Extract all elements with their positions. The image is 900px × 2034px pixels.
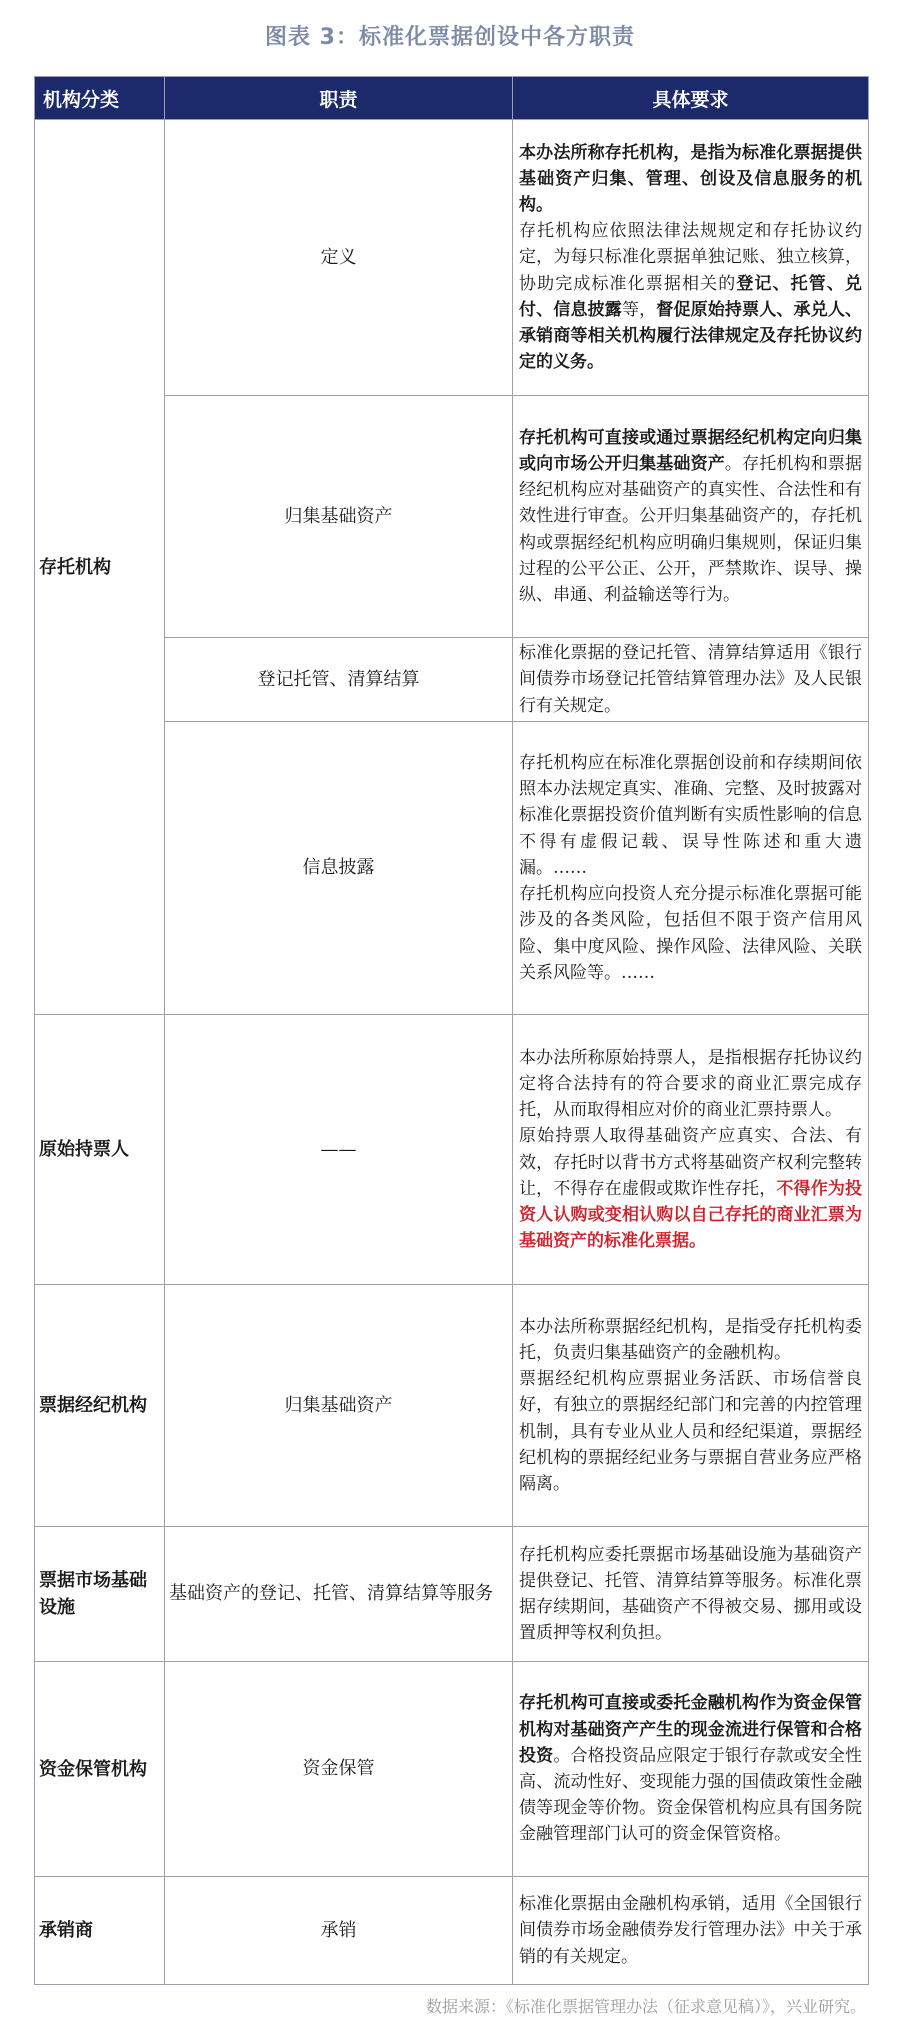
text-definition-2a: 存托机构应依照法律法规规定和存托协议约定，为每只标准化票据单独记账、独立核算，协助完成标准化票据相关的	[519, 221, 862, 294]
responsibility-table	[34, 76, 869, 1985]
text-custody-1	[519, 1690, 862, 1847]
header-duty: 职责	[165, 77, 513, 120]
requirement-underwriter	[513, 1877, 869, 1985]
text-collect-1	[519, 425, 862, 608]
category-broker: 票据经纪机构	[35, 1285, 165, 1527]
category-depository: 存托机构	[35, 120, 165, 1015]
duty-disclosure: 信息披露	[165, 722, 513, 1015]
source-note: 数据来源：《标准化票据管理办法（征求意见稿）》，兴业研究。	[425, 1997, 866, 2016]
table-row	[35, 1662, 869, 1877]
table-row	[35, 120, 869, 396]
text-broker-1: 本办法所称票据经纪机构，是指受存托机构委托，负责归集基础资产的金融机构。	[519, 1316, 862, 1363]
text-underwriter-1: 标准化票据由金融机构承销，适用《全国银行间债券市场金融债券发行管理办法》中关于承销的有关规定。	[519, 1894, 862, 1967]
text-broker-2: 票据经纪机构应票据业务活跃、市场信誉良好，有独立的票据经纪部门和完善的内控管理机制，具有专业从业人员和经纪渠道，票据经纪机构的票据经纪业务与票据自营业务应严格隔离。	[519, 1369, 862, 1494]
text-holder-2a: 原始持票人取得基础资产应真实、合法、有效，存托时以背书方式将基础资产权利完整转让，不得存在虚假或欺诈性存托，	[519, 1126, 862, 1199]
duty-holder: ——	[165, 1015, 513, 1285]
table-header-row	[35, 77, 869, 120]
text-registry-1: 标准化票据的登记托管、清算结算适用《银行间债券市场登记托管结算管理办法》及人民银行有关规定。	[519, 643, 862, 716]
text-holder-2-red: 不得作为投资人认购或变相认购以自己存托的商业汇票为基础资产的标准化票据。	[519, 1178, 863, 1252]
text-holder-1: 本办法所称原始持票人，是指根据存托协议约定将合法持有的符合要求的商业汇票完成存托，从而取得相应对价的商业汇票持票人。	[519, 1047, 862, 1121]
requirement-definition	[513, 120, 869, 396]
duty-collect: 归集基础资产	[165, 396, 513, 638]
text-infra-1: 存托机构应委托票据市场基础设施为基础资产提供登记、托管、清算结算等服务。标准化票据存续期间，基础资产不得被交易、挪用或设置质押等权利负担。	[519, 1544, 862, 1644]
category-underwriter: 承销商	[35, 1877, 165, 1985]
requirement-broker	[513, 1285, 869, 1527]
page-title: 图表 3：标准化票据创设中各方职责	[265, 25, 635, 50]
text-disclosure-2: 存托机构应向投资人充分提示标准化票据可能涉及的各类风险，包括但不限于资产信用风险、集中度风险、操作风险、法律风险、关联关系风险等。……	[519, 884, 862, 983]
requirement-infra	[513, 1527, 869, 1662]
text-disclosure-1: 存托机构应在标准化票据创设前和存续期间依照本办法规定真实、准确、完整、及时披露对标准化票据投资价值判断有实质性影响的信息不得有虚假记载、误导性陈述和重大遗漏。……	[519, 753, 862, 878]
requirement-custody	[513, 1662, 869, 1877]
text-custody-1a: 存托机构可直接或委托金融机构作为资金保管机构对基础资产产生的现金流进行保管和合格投资	[519, 1693, 862, 1766]
text-collect-1a: 存托机构可直接或通过票据经纪机构定向归集或向市场公开归集基础资产	[519, 427, 862, 474]
requirement-disclosure	[513, 722, 869, 1015]
requirement-registry	[513, 638, 869, 722]
text-definition-2c: 等，	[621, 299, 657, 320]
requirement-holder	[513, 1015, 869, 1285]
table-row	[35, 1527, 869, 1662]
table-row	[35, 1285, 869, 1527]
text-definition-2b: 登记、托管、兑付、信息披露	[519, 273, 863, 320]
duty-broker: 归集基础资产	[165, 1285, 513, 1527]
text-definition-2	[519, 218, 862, 375]
text-custody-1b: 。合格投资品应限定于银行存款或安全性高、流动性好、变现能力强的国债政策性金融债等现金等价物。资金保管机构应具有国务院金融管理部门认可的资金保管资格。	[519, 1745, 863, 1845]
header-requirement: 具体要求	[513, 77, 869, 120]
duty-infra: 基础资产的登记、托管、清算结算等服务	[165, 1527, 513, 1662]
header-category: 机构分类	[35, 77, 165, 120]
category-custody: 资金保管机构	[35, 1662, 165, 1877]
text-definition-1: 本办法所称存托机构，是指为标准化票据提供基础资产归集、管理、创设及信息服务的机构。	[519, 142, 862, 215]
text-definition-2d: 督促原始持票人、承兑人、承销商等相关机构履行法律规定及存托协议约定的义务。	[519, 299, 863, 373]
category-infra: 票据市场基础设施	[35, 1527, 165, 1662]
text-collect-1b: 。存托机构和票据经纪机构应对基础资产的真实性、合法性和有效性进行审查。公开归集基础资产的，存托机构或票据经纪机构应明确归集规则，保证归集过程的公平公正、公开，严禁欺诈、误导、操纵、串通、利益输送等行为。	[519, 453, 863, 605]
table-row	[35, 1877, 869, 1985]
table-row	[35, 1015, 869, 1285]
duty-underwriter: 承销	[165, 1877, 513, 1985]
duty-custody: 资金保管	[165, 1662, 513, 1877]
duty-definition: 定义	[165, 120, 513, 396]
text-holder-2	[519, 1123, 862, 1254]
category-holder: 原始持票人	[35, 1015, 165, 1285]
requirement-collect	[513, 396, 869, 638]
duty-registry: 登记托管、清算结算	[165, 638, 513, 722]
